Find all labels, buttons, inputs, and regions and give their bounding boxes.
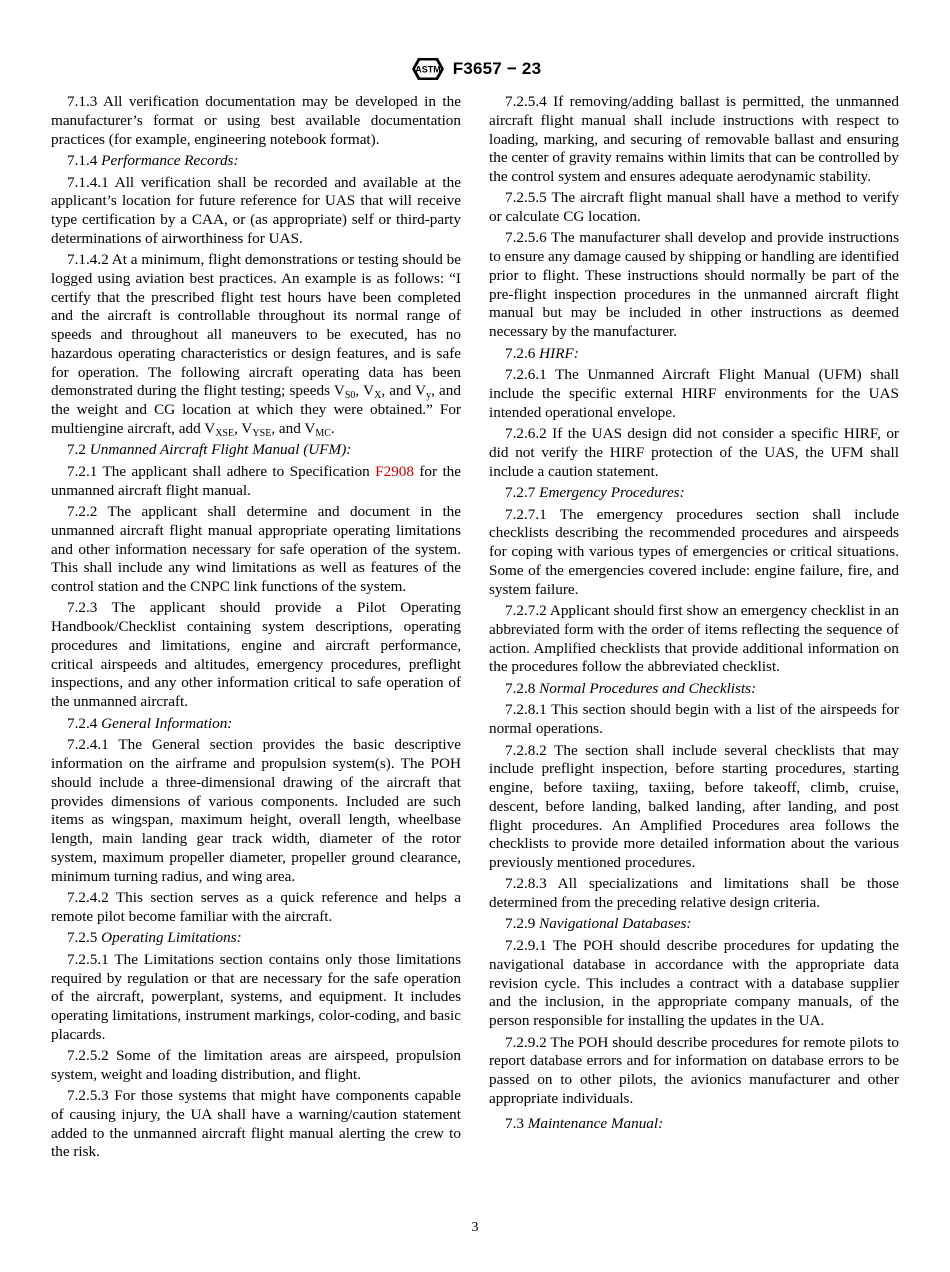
paragraph-7-2-7-2: 7.2.7.2 Applicant should first show an emergency checklist in an abbreviated form with the order of items reflecting the sequence of action. Amplified checklists that provide additional information on the procedures follow the abbreviated checklist. bbox=[489, 602, 899, 676]
heading-7-2-8: 7.2.8 Normal Procedures and Checklists: bbox=[505, 679, 757, 697]
heading-7-2-7: 7.2.7 Emergency Procedures: bbox=[505, 483, 685, 501]
paragraph-7-2-2: 7.2.2 The applicant shall determine and document in the unmanned aircraft flight manual appropriate operating limitations and other information necessary for safe operation of the system. This shall include any wind limitations as well as features of the control station and the CNPC link functions of the system. bbox=[51, 503, 461, 596]
astm-logo-icon bbox=[409, 54, 447, 84]
paragraph-7-2-8-2: 7.2.8.2 The section shall include several checklists that may include preflight inspection, before starting procedures, starting engine, before taxiing, taxiing, before takeoff, climb, cruise, descent, before landing, balked landing, after landing, and post flight procedures. An Amplified Procedures area follows the checklists to provide more detailed information about the various previously mentioned procedures. bbox=[489, 741, 899, 871]
paragraph-7-2-5-2: 7.2.5.2 Some of the limitation areas are airspeed, propulsion system, weight and loading distribution, and flight. bbox=[51, 1047, 461, 1083]
paragraph-7-2-6-1: 7.2.6.1 The Unmanned Aircraft Flight Manual (UFM) shall include the specific external HIRF environments for the UAS intended operational envelope. bbox=[489, 366, 899, 421]
heading-7-2-5: 7.2.5 Operating Limitations: bbox=[67, 929, 242, 946]
heading-7-2-4: 7.2.4 General Information: bbox=[67, 714, 233, 732]
paragraph-7-2-5-4: 7.2.5.4 If removing/adding ballast is permitted, the unmanned aircraft flight manual shall include instructions with respect to loading, marking, and securing of removable ballast and ensuring the center of gravity remains within limits that can be controlled by the control system and ensures adequate aerodynamic stability. bbox=[489, 93, 899, 185]
paragraph-7-2-5-6: 7.2.5.6 The manufacturer shall develop and provide instructions to ensure any damage caused by shipping or handling are identified prior to flight. These instructions should normally be part of the pre-flight inspection procedures in the unmanned aircraft flight manual but may be included in other instructions as deemed necessary by the manufacturer. bbox=[489, 229, 899, 341]
paragraph-7-2-4-1: 7.2.4.1 The General section provides the basic descriptive information on the airframe and propulsion system(s). The POH should include a three-dimensional drawing of the aircraft that provides dimensions of various components. Included are such items as wingspan, maximum height, overall length, wheelbase length, main landing gear track width, diameter of the rotor system, maximum propeller diameter, propeller ground clearance, minimum turning radius, and wing area. bbox=[51, 736, 461, 885]
paragraph-7-1-4-2: 7.1.4.2 At a minimum, flight demonstrations or testing should be logged using aviation best practices. An example is as follows: “I certify that the prescribed flight test hours have been completed and the aircraft is controllable throughout its normal range of speeds and throughout all maneuvers to be executed, has no hazardous operating characteristics or design features, and is safe for operation. The following aircraft operating data has been demonstrated during the flight testing; speeds $V_{S0}$, $V_X$, and $V_y$, and the weight and CG location at which they were obtained.” For multiengine aircraft, add $V_{XSE}$, $V_{YSE}$, and $V_{MC}$. bbox=[51, 251, 461, 439]
paragraph-7-2-5-1: 7.2.5.1 The Limitations section contains only those limitations required by regulation or that are necessary for the safe operation of the aircraft, powerplant, systems, and equipment. It includes operating limitations, instrument markings, color-coding, and basic placards. bbox=[51, 950, 461, 1043]
paragraph-7-2-9-2: 7.2.9.2 The POH should describe procedures for remote pilots to report database errors and for information on database errors to be passed on to other pilots, the avionics manufacturer and other appropriate individuals. bbox=[489, 1033, 899, 1107]
paragraph-7-2-3: 7.2.3 The applicant should provide a Pilot Operating Handbook/Checklist containing system descriptions, operating procedures and limitations, engine and aircraft performance, critical airspeeds and altitudes, emergency procedures, preflight inspections, and any other information critical to safe operation of the unmanned aircraft. bbox=[51, 599, 461, 711]
page-number: 3 bbox=[471, 1220, 479, 1235]
heading-7-2-9: 7.2.9 Navigational Databases: bbox=[505, 915, 692, 933]
paragraph-7-2-5-3: 7.2.5.3 For those systems that might have components capable of causing injury, the UA shall have a warning/caution statement added to the unmanned aircraft flight manual alerting the crew to the risk. bbox=[51, 1087, 461, 1161]
specification-link-f2908[interactable]: F2908 bbox=[375, 463, 414, 481]
paragraph-7-2-8-1: 7.2.8.1 This section should begin with a list of the airspeeds for normal operations. bbox=[489, 701, 899, 738]
right-column bbox=[489, 93, 899, 1136]
paragraph-7-2-9-1: 7.2.9.1 The POH should describe procedures for updating the navigational database in accordance with the appropriate data revision cycle. This includes a contract with a database supplier and the inclusion, in the appropriate company manuals, of the person responsible for installing the updates in the UA. bbox=[489, 937, 899, 1030]
paragraph-7-2-8-3: 7.2.8.3 All specializations and limitations shall be those determined from the preceding relative design criteria. bbox=[489, 875, 899, 912]
left-column bbox=[51, 93, 461, 1165]
heading-7-2: 7.2 Unmanned Aircraft Flight Manual (UFM): bbox=[67, 441, 352, 459]
page-header bbox=[0, 52, 950, 86]
paragraph-7-2-6-2: 7.2.6.2 If the UAS design did not consider a specific HIRF, or did not verify the HIRF protection of the UAS, the UFM shall include a caution statement. bbox=[489, 425, 899, 480]
heading-7-3: 7.3 Maintenance Manual: bbox=[505, 1114, 664, 1132]
paragraph-7-2-7-1: 7.2.7.1 The emergency procedures section shall include checklists describing the recommended procedures and airspeeds for coping with various types of emergencies or critical situations. Some of the emergencies covered include: engine failure, fire, and system failure. bbox=[489, 505, 899, 598]
standard-designation: F3657 − 23 bbox=[452, 59, 542, 78]
logo-text: ASTM bbox=[415, 64, 441, 75]
heading-7-1-4: 7.1.4 Performance Records: bbox=[67, 151, 239, 169]
paragraph-7-2-5-5: 7.2.5.5 The aircraft flight manual shall have a method to verify or calculate CG location. bbox=[489, 189, 899, 226]
heading-7-2-6: 7.2.6 HIRF: bbox=[505, 344, 579, 362]
paragraph-7-1-3: 7.1.3 All verification documentation may be developed in the manufacturer’s format or using best available documentation practices (for example, engineering notebook format). bbox=[51, 93, 461, 148]
paragraph-7-2-1: 7.2.1 The applicant shall adhere to Specification F2908 for the unmanned aircraft flight manual. bbox=[51, 463, 462, 499]
paragraph-7-2-4-2: 7.2.4.2 This section serves as a quick reference and helps a remote pilot become familiar with the aircraft. bbox=[51, 888, 461, 925]
paragraph-7-1-4-1: 7.1.4.1 All verification shall be recorded and available at the applicant’s location for future reference for UAS that will receive type certification by a CAA, or (as appropriate) self or third-party determinations of airworthiness for UAS. bbox=[51, 173, 461, 247]
